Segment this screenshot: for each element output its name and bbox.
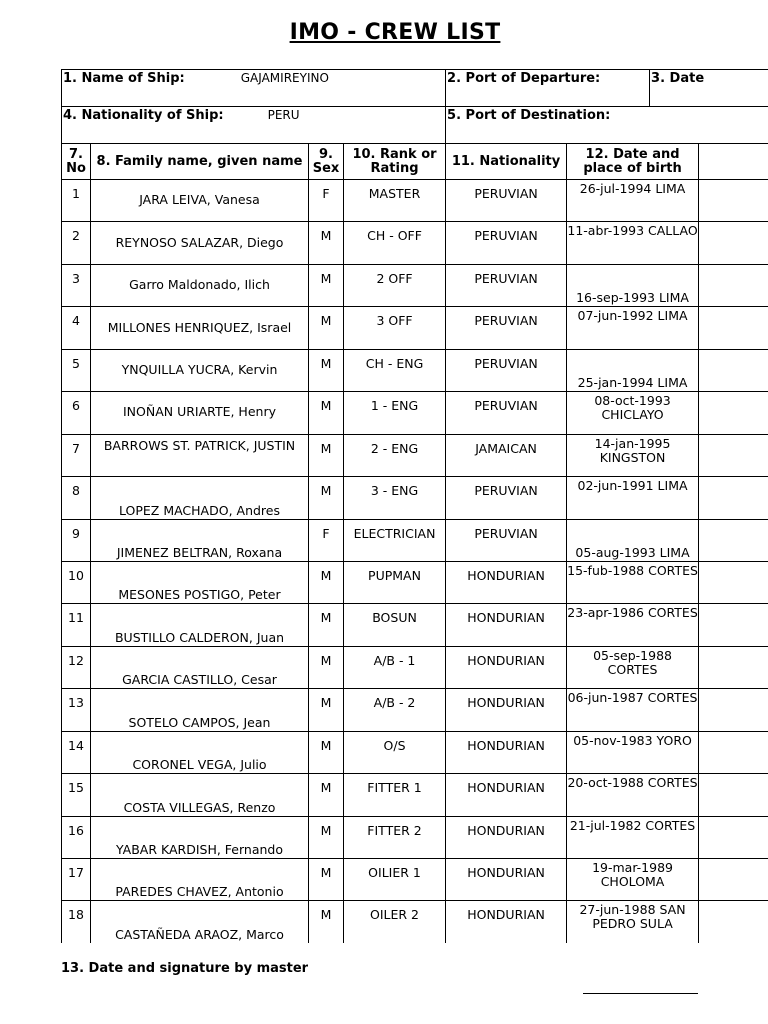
crew-number: 16 [62, 816, 91, 858]
crew-name: Garro Maldonado, Ilich [91, 264, 309, 306]
table-row [62, 434, 768, 476]
crew-sex: M [309, 561, 344, 603]
crew-number: 12 [62, 646, 91, 688]
port-departure-label: 2. Port of Departure: [447, 71, 601, 86]
crew-birth: 16-sep-1993 LIMA [567, 264, 699, 306]
date-cell [650, 70, 768, 107]
header-row-1 [62, 70, 768, 107]
crew-number: 3 [62, 264, 91, 306]
crew-name: PAREDES CHAVEZ, Antonio [91, 859, 309, 901]
crew-birth: 20-oct-1988 CORTES [567, 774, 699, 816]
crew-name: JARA LEIVA, Vanesa [91, 180, 309, 222]
crew-rows [62, 180, 768, 944]
crew-rank: ELECTRICIAN [344, 519, 446, 561]
ship-nationality-label: 4. Nationality of Ship: [63, 108, 224, 123]
crew-extra-cell [699, 689, 768, 731]
crew-birth: 26-jul-1994 LIMA [567, 180, 699, 222]
table-row [62, 604, 768, 646]
crew-nationality: PERUVIAN [446, 477, 567, 519]
crew-sex: M [309, 646, 344, 688]
crew-nationality: PERUVIAN [446, 519, 567, 561]
col-sex-header: 9. Sex [309, 144, 344, 180]
col-birth-header: 12. Date and place of birth [567, 144, 699, 180]
crew-sex: M [309, 689, 344, 731]
crew-extra-cell [699, 561, 768, 603]
crew-table [61, 69, 768, 943]
crew-extra-cell [699, 434, 768, 476]
crew-name: YNQUILLA YUCRA, Kervin [91, 349, 309, 391]
crew-rank: PUPMAN [344, 561, 446, 603]
crew-nationality: PERUVIAN [446, 307, 567, 349]
crew-sex: M [309, 392, 344, 434]
port-destination-label: 5. Port of Destination: [447, 108, 611, 123]
crew-nationality: PERUVIAN [446, 264, 567, 306]
crew-name: INOÑAN URIARTE, Henry [91, 392, 309, 434]
crew-nationality: HONDURIAN [446, 901, 567, 943]
ship-name-value: GAJAMIREYINO [240, 71, 329, 85]
crew-rank: A/B - 1 [344, 646, 446, 688]
crew-number: 11 [62, 604, 91, 646]
crew-extra-cell [699, 604, 768, 646]
crew-nationality: JAMAICAN [446, 434, 567, 476]
port-departure-cell [446, 70, 650, 107]
crew-name: YABAR KARDISH, Fernando [91, 816, 309, 858]
crew-extra-cell [699, 477, 768, 519]
crew-number: 9 [62, 519, 91, 561]
crew-birth: 27-jun-1988 SAN PEDRO SULA [567, 901, 699, 943]
crew-nationality: PERUVIAN [446, 392, 567, 434]
crew-nationality: HONDURIAN [446, 604, 567, 646]
crew-sex: M [309, 604, 344, 646]
col-rank-header: 10. Rank or Rating [344, 144, 446, 180]
crew-name: COSTA VILLEGAS, Renzo [91, 774, 309, 816]
crew-name: LOPEZ MACHADO, Andres [91, 477, 309, 519]
crew-birth: 21-jul-1982 CORTES [567, 816, 699, 858]
crew-birth: 15-fub-1988 CORTES [567, 561, 699, 603]
crew-number: 8 [62, 477, 91, 519]
ship-name-label: 1. Name of Ship: [63, 71, 185, 86]
crew-nationality: HONDURIAN [446, 774, 567, 816]
table-row [62, 816, 768, 858]
crew-number: 1 [62, 180, 91, 222]
crew-rank: 2 - ENG [344, 434, 446, 476]
table-row [62, 646, 768, 688]
table-row [62, 307, 768, 349]
crew-sex: M [309, 731, 344, 773]
crew-name: BUSTILLO CALDERON, Juan [91, 604, 309, 646]
crew-sex: F [309, 519, 344, 561]
table-row [62, 477, 768, 519]
col-name-header: 8. Family name, given name [91, 144, 309, 180]
nationality-cell [62, 107, 446, 144]
crew-rank: 2 OFF [344, 264, 446, 306]
crew-rank: A/B - 2 [344, 689, 446, 731]
port-destination-cell [446, 107, 768, 144]
crew-rank: OILIER 1 [344, 859, 446, 901]
crew-name: MILLONES HENRIQUEZ, Israel [91, 307, 309, 349]
crew-rank: 1 - ENG [344, 392, 446, 434]
header-row-2 [62, 107, 768, 144]
ship-nationality-value: PERU [267, 108, 300, 122]
crew-rank: CH - ENG [344, 349, 446, 391]
crew-extra-cell [699, 222, 768, 264]
crew-rank: FITTER 2 [344, 816, 446, 858]
crew-birth: 23-apr-1986 CORTES [567, 604, 699, 646]
crew-birth: 07-jun-1992 LIMA [567, 307, 699, 349]
crew-extra-cell [699, 307, 768, 349]
crew-birth: 02-jun-1991 LIMA [567, 477, 699, 519]
col-nationality-header: 11. Nationality [446, 144, 567, 180]
crew-sex: M [309, 901, 344, 943]
crew-extra-cell [699, 646, 768, 688]
crew-nationality: HONDURIAN [446, 816, 567, 858]
crew-birth: 14-jan-1995 KINGSTON [567, 434, 699, 476]
crew-name: CASTAÑEDA ARAOZ, Marco [91, 901, 309, 943]
crew-birth: 05-aug-1993 LIMA [567, 519, 699, 561]
crew-nationality: PERUVIAN [446, 349, 567, 391]
crew-rank: OILER 2 [344, 901, 446, 943]
crew-extra-cell [699, 816, 768, 858]
crew-rank: MASTER [344, 180, 446, 222]
crew-number: 17 [62, 859, 91, 901]
table-row [62, 561, 768, 603]
crew-number: 2 [62, 222, 91, 264]
crew-number: 7 [62, 434, 91, 476]
crew-number: 18 [62, 901, 91, 943]
crew-birth: 05-nov-1983 YORO [567, 731, 699, 773]
crew-extra-cell [699, 519, 768, 561]
table-row [62, 264, 768, 306]
ship-name-cell [62, 70, 446, 107]
crew-nationality: PERUVIAN [446, 180, 567, 222]
table-row [62, 901, 768, 943]
table-row [62, 392, 768, 434]
column-header-row [62, 144, 768, 180]
crew-number: 5 [62, 349, 91, 391]
crew-rank: CH - OFF [344, 222, 446, 264]
crew-name: SOTELO CAMPOS, Jean [91, 689, 309, 731]
table-row [62, 731, 768, 773]
crew-extra-cell [699, 774, 768, 816]
crew-birth: 19-mar-1989 CHOLOMA [567, 859, 699, 901]
col-no-header: 7. No [62, 144, 91, 180]
crew-sex: M [309, 434, 344, 476]
table-row [62, 349, 768, 391]
date-label: 3. Date [651, 71, 705, 86]
crew-name: JIMENEZ BELTRAN, Roxana [91, 519, 309, 561]
col-extra-header [699, 144, 768, 180]
crew-rank: O/S [344, 731, 446, 773]
table-row [62, 222, 768, 264]
crew-number: 14 [62, 731, 91, 773]
signature-line [583, 993, 698, 994]
crew-number: 4 [62, 307, 91, 349]
crew-birth: 08-oct-1993 CHICLAYO [567, 392, 699, 434]
crew-extra-cell [699, 901, 768, 943]
crew-name: MESONES POSTIGO, Peter [91, 561, 309, 603]
crew-number: 13 [62, 689, 91, 731]
crew-nationality: HONDURIAN [446, 859, 567, 901]
table-row [62, 859, 768, 901]
crew-birth: 06-jun-1987 CORTES [567, 689, 699, 731]
crew-sex: M [309, 264, 344, 306]
crew-number: 6 [62, 392, 91, 434]
crew-rank: 3 - ENG [344, 477, 446, 519]
crew-sex: M [309, 774, 344, 816]
table-row [62, 774, 768, 816]
crew-rank: 3 OFF [344, 307, 446, 349]
crew-extra-cell [699, 731, 768, 773]
crew-number: 15 [62, 774, 91, 816]
crew-sex: M [309, 349, 344, 391]
crew-extra-cell [699, 349, 768, 391]
crew-rank: BOSUN [344, 604, 446, 646]
crew-name: GARCIA CASTILLO, Cesar [91, 646, 309, 688]
crew-sex: M [309, 477, 344, 519]
master-signature-label: 13. Date and signature by master [61, 961, 309, 976]
table-row [62, 519, 768, 561]
crew-nationality: PERUVIAN [446, 222, 567, 264]
crew-birth: 25-jan-1994 LIMA [567, 349, 699, 391]
crew-sex: M [309, 859, 344, 901]
crew-extra-cell [699, 859, 768, 901]
crew-nationality: HONDURIAN [446, 731, 567, 773]
crew-nationality: HONDURIAN [446, 689, 567, 731]
crew-birth: 05-sep-1988 CORTES [567, 646, 699, 688]
crew-name: CORONEL VEGA, Julio [91, 731, 309, 773]
crew-nationality: HONDURIAN [446, 646, 567, 688]
crew-sex: M [309, 307, 344, 349]
crew-sex: M [309, 222, 344, 264]
crew-name: REYNOSO SALAZAR, Diego [91, 222, 309, 264]
document-title: IMO - CREW LIST [289, 20, 501, 45]
crew-number: 10 [62, 561, 91, 603]
crew-name: BARROWS ST. PATRICK, JUSTIN [91, 434, 309, 476]
table-row [62, 180, 768, 222]
crew-extra-cell [699, 264, 768, 306]
crew-extra-cell [699, 392, 768, 434]
crew-birth: 11-abr-1993 CALLAO [567, 222, 699, 264]
crew-list-form [61, 69, 768, 943]
crew-extra-cell [699, 180, 768, 222]
crew-sex: F [309, 180, 344, 222]
crew-nationality: HONDURIAN [446, 561, 567, 603]
crew-sex: M [309, 816, 344, 858]
crew-rank: FITTER 1 [344, 774, 446, 816]
table-row [62, 689, 768, 731]
